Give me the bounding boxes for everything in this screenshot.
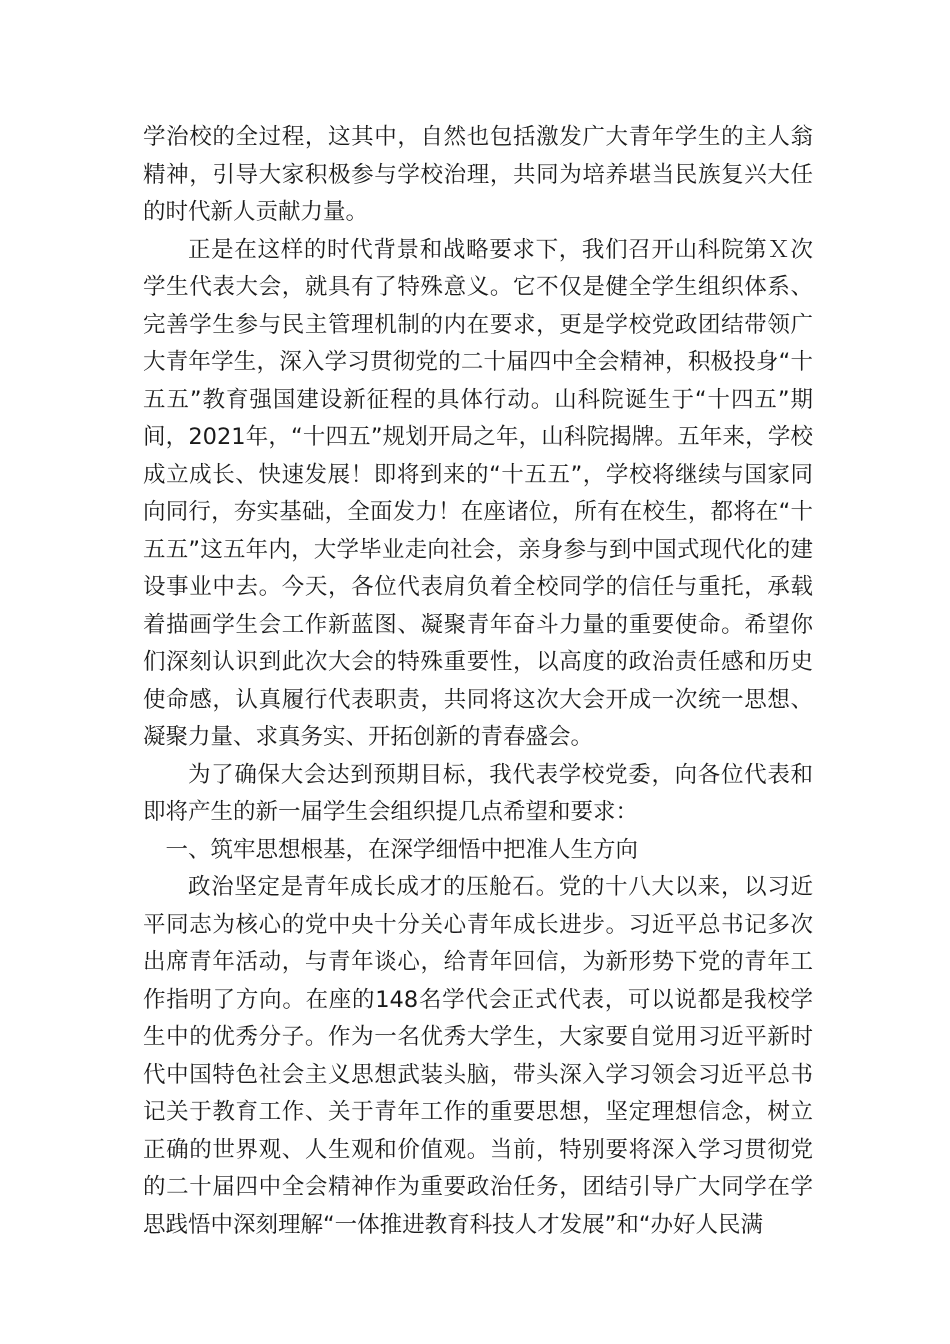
paragraph-continued: 学治校的全过程，这其中，自然也包括激发广大青年学生的主人翁精神，引导大家积极参与学校治理，共同为培养堪当民族复兴大任的时代新人贡献力量。	[143, 124, 813, 225]
paragraph-political-firmness: 政治坚定是青年成长成才的压舱石。党的十八大以来，以习近平同志为核心的党中央十分关心青年成长进步。习近平总书记多次出席青年活动，与青年谈心，给青年回信，为新形势下党的青年工作指明了方向。在座的148名学代会正式代表，可以说都是我校学生中的优秀分子。作为一名优秀大学生，大家要自觉用习近平新时代中国特色社会主义思想武装头脑，带头深入学习领会习近平总书记关于教育工作、关于青年工作的重要思想，坚定理想信念，树立正确的世界观、人生观和价值观。当前，特别要将深入学习贯彻党的二十届四中全会精神作为重要政治任务，团结引导广大同学在学思践悟中深刻理解“一体推进教育科技人才发展”和“办好人民满	[143, 874, 813, 1238]
paragraph-congress-significance: 正是在这样的时代背景和战略要求下，我们召开山科院第Ｘ次学生代表大会，就具有了特殊意义。它不仅是健全学生组织体系、完善学生参与民主管理机制的内在要求，更是学校党政团结带领广大青年学生，深入学习贯彻党的二十届四中全会精神，积极投身“十五五”教育强国建设新征程的具体行动。山科院诞生于“十四五”期间，2021年，“十四五”规划开局之年，山科院揭牌。五年来，学校成立成长、快速发展！即将到来的“十五五”，学校将继续与国家同向同行，夯实基础，全面发力！在座诸位，所有在校生，都将在“十五五”这五年内，大学毕业走向社会，亲身参与到中国式现代化的建设事业中去。今天，各位代表肩负着全校同学的信任与重托，承载着描画学生会工作新蓝图、凝聚青年奋斗力量的重要使命。希望你们深刻认识到此次大会的特殊重要性，以高度的政治责任感和历史使命感，认真履行代表职责，共同将这次大会开成一次统一思想、凝聚力量、求真务实、开拓创新的青春盛会。	[143, 236, 813, 750]
paragraph-requirements-intro: 为了确保大会达到预期目标，我代表学校党委，向各位代表和即将产生的新一届学生会组织提几点希望和要求：	[143, 761, 813, 825]
document-body	[143, 119, 813, 1244]
section-heading-1: 一、筑牢思想根基，在深学细悟中把准人生方向	[165, 836, 639, 863]
